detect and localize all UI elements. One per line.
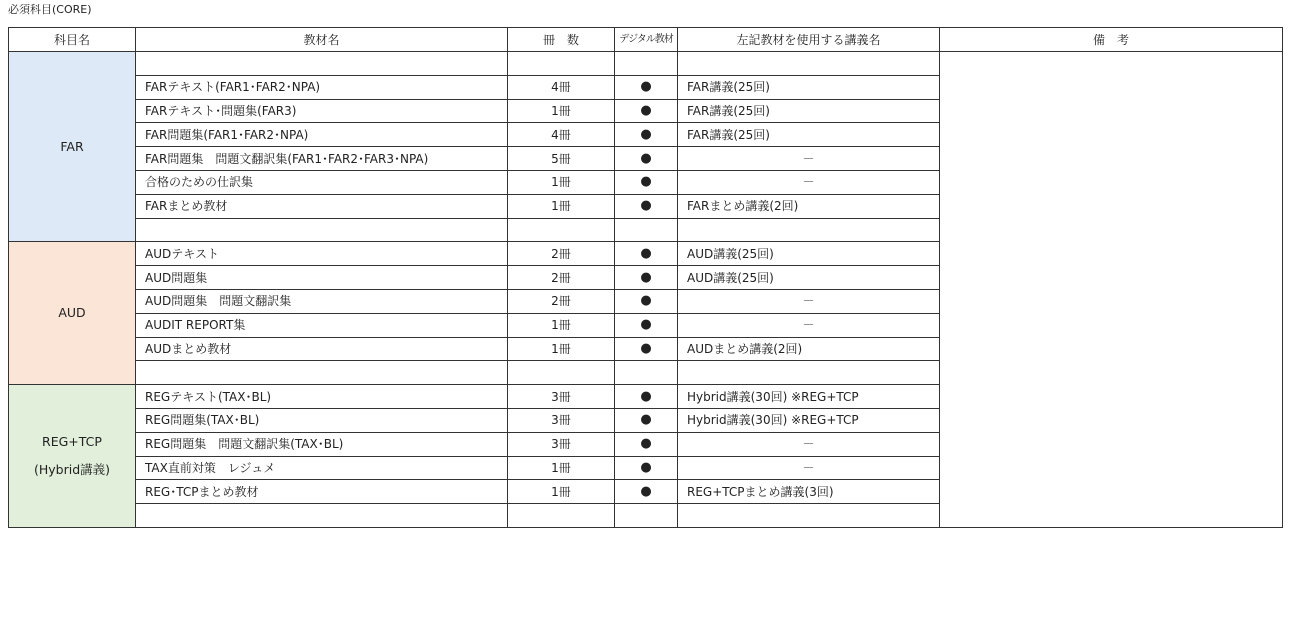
material-cell: FAR問題集(FAR1･FAR2･NPA) xyxy=(136,123,508,147)
material-cell: REGテキスト(TAX･BL) xyxy=(136,385,508,409)
table-body xyxy=(9,52,1283,528)
subject-cell xyxy=(9,52,136,242)
material-cell: AUDテキスト xyxy=(136,242,508,266)
digital-mark: ● xyxy=(615,75,678,99)
lecture-cell xyxy=(678,504,940,528)
lecture-cell: － xyxy=(678,456,940,480)
digital-mark: ● xyxy=(615,242,678,266)
material-cell: FARテキスト(FAR1･FAR2･NPA) xyxy=(136,75,508,99)
header-material: 教材名 xyxy=(136,28,508,52)
digital-mark: ● xyxy=(615,123,678,147)
material-cell: FARまとめ教材 xyxy=(136,194,508,218)
table-caption: 必須科目(CORE) xyxy=(8,3,92,16)
digital-mark: ● xyxy=(615,456,678,480)
lecture-cell: － xyxy=(678,313,940,337)
subject-name: REG+TCP xyxy=(42,434,102,450)
count-cell: 1冊 xyxy=(508,194,615,218)
header-row xyxy=(9,28,1283,52)
lecture-cell: － xyxy=(678,289,940,313)
count-cell: 1冊 xyxy=(508,170,615,194)
digital-mark: ● xyxy=(615,432,678,456)
count-cell: 1冊 xyxy=(508,99,615,123)
material-cell: AUD問題集 xyxy=(136,266,508,290)
digital-mark xyxy=(615,504,678,528)
material-cell: FAR問題集 問題文翻訳集(FAR1･FAR2･FAR3･NPA) xyxy=(136,147,508,171)
lecture-cell: FAR講義(25回) xyxy=(678,75,940,99)
material-cell: TAX直前対策 レジュメ xyxy=(136,456,508,480)
lecture-cell: AUDまとめ講義(2回) xyxy=(678,337,940,361)
header-subject: 科目名 xyxy=(9,28,136,52)
digital-mark: ● xyxy=(615,170,678,194)
subject-cell xyxy=(9,242,136,385)
material-cell: AUDまとめ教材 xyxy=(136,337,508,361)
count-cell xyxy=(508,361,615,385)
digital-mark: ● xyxy=(615,408,678,432)
material-cell xyxy=(136,504,508,528)
subject-name: FAR xyxy=(60,138,84,154)
count-cell: 2冊 xyxy=(508,289,615,313)
count-cell xyxy=(508,504,615,528)
material-cell: AUDIT REPORT集 xyxy=(136,313,508,337)
count-cell xyxy=(508,218,615,242)
lecture-cell: Hybrid講義(30回) ※REG+TCP xyxy=(678,385,940,409)
lecture-cell: AUD講義(25回) xyxy=(678,266,940,290)
subject-name: AUD xyxy=(58,305,86,321)
count-cell: 2冊 xyxy=(508,242,615,266)
digital-mark: ● xyxy=(615,194,678,218)
digital-mark: ● xyxy=(615,480,678,504)
material-cell: REG問題集(TAX･BL) xyxy=(136,408,508,432)
digital-mark: ● xyxy=(615,337,678,361)
count-cell xyxy=(508,52,615,76)
count-cell: 4冊 xyxy=(508,75,615,99)
digital-mark xyxy=(615,218,678,242)
material-cell xyxy=(136,52,508,76)
lecture-cell: FAR講義(25回) xyxy=(678,123,940,147)
header-lecture: 左記教材を使用する講義名 xyxy=(678,28,940,52)
count-cell: 5冊 xyxy=(508,147,615,171)
lecture-cell: － xyxy=(678,170,940,194)
subject-name: (Hybrid講義) xyxy=(33,462,111,478)
material-cell: 合格のための仕訳集 xyxy=(136,170,508,194)
lecture-cell: AUD講義(25回) xyxy=(678,242,940,266)
lecture-cell: FARまとめ講義(2回) xyxy=(678,194,940,218)
header-digital: デジタル教材 xyxy=(615,28,678,52)
digital-mark: ● xyxy=(615,99,678,123)
count-cell: 1冊 xyxy=(508,480,615,504)
count-cell: 3冊 xyxy=(508,432,615,456)
count-cell: 4冊 xyxy=(508,123,615,147)
textbook-table xyxy=(8,27,1283,528)
note-cell xyxy=(940,52,1283,528)
table-row xyxy=(9,52,1283,76)
material-cell xyxy=(136,361,508,385)
lecture-cell: － xyxy=(678,432,940,456)
lecture-cell: FAR講義(25回) xyxy=(678,99,940,123)
digital-mark: ● xyxy=(615,147,678,171)
header-note: 備 考 xyxy=(940,28,1283,52)
subject-cell xyxy=(9,385,136,528)
count-cell: 3冊 xyxy=(508,408,615,432)
lecture-cell: REG+TCPまとめ講義(3回) xyxy=(678,480,940,504)
lecture-cell: Hybrid講義(30回) ※REG+TCP xyxy=(678,408,940,432)
lecture-cell xyxy=(678,361,940,385)
count-cell: 1冊 xyxy=(508,337,615,361)
material-cell xyxy=(136,218,508,242)
digital-mark xyxy=(615,361,678,385)
digital-mark xyxy=(615,52,678,76)
digital-mark: ● xyxy=(615,313,678,337)
count-cell: 1冊 xyxy=(508,456,615,480)
material-cell: REG･TCPまとめ教材 xyxy=(136,480,508,504)
lecture-cell xyxy=(678,218,940,242)
digital-mark: ● xyxy=(615,289,678,313)
count-cell: 1冊 xyxy=(508,313,615,337)
lecture-cell xyxy=(678,52,940,76)
lecture-cell: － xyxy=(678,147,940,171)
count-cell: 3冊 xyxy=(508,385,615,409)
digital-mark: ● xyxy=(615,385,678,409)
material-cell: FARテキスト･問題集(FAR3) xyxy=(136,99,508,123)
material-cell: AUD問題集 問題文翻訳集 xyxy=(136,289,508,313)
digital-mark: ● xyxy=(615,266,678,290)
count-cell: 2冊 xyxy=(508,266,615,290)
header-count: 冊 数 xyxy=(508,28,615,52)
material-cell: REG問題集 問題文翻訳集(TAX･BL) xyxy=(136,432,508,456)
